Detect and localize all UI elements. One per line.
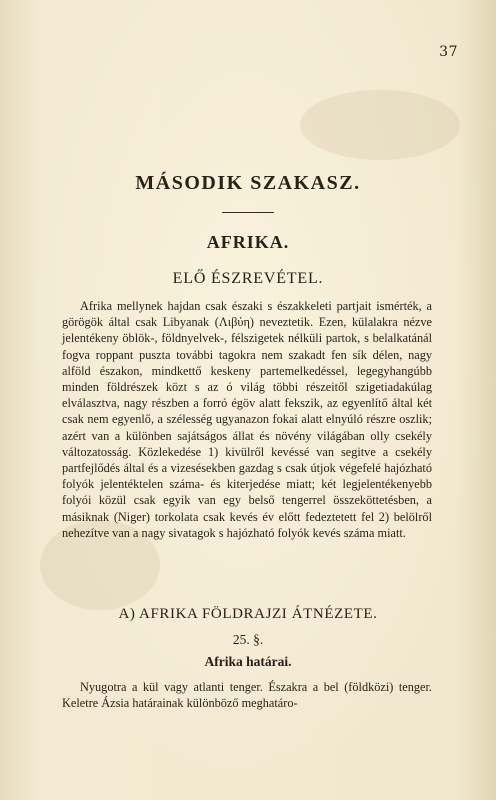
paper-stain <box>300 90 460 160</box>
subsection-title: Afrika határai. <box>204 654 292 669</box>
chapter-title: AFRIKA. <box>206 232 290 252</box>
divider-rule <box>222 212 274 213</box>
paragraph-number: 25. §. <box>232 632 264 647</box>
intro-paragraph: Afrika mellynek hajdan csak északi s északkeleti partjait ismérték, a görögök által csak Libyanak (Λιβύη) neveztetik. Ezen, külalakra nézve jelentékeny öblök-, földnyelvek-, félszigetek nélküli partok, s belalkatánál fogva roppant puszta további tagokra nem szakadt fen sík délen, nagy alföld északon, mindkettő keskeny partemelkedéssel, legegyhangúbb minden földrészek közt s az ó világ többi részeitől szigetiadakúlag elválasztva, nagy részben a forró égöv alatt fekszik, az egyenlítő által két csak nem egyenlő, a szélesség ugyanazon fokai alatt elnyúló részre oszlik; azért van a különben sajátságos állat és növény világában olly csekély változatosság. Közlekedése 1) kivülről kevéssé van segitve a csekély partfejlődés által és a vizesésekben gazdag s csak útjok végefelé hajózható folyók jelentéktelen száma- és kiterjedése miatt; két legjelentékenyebb folyói közül csak egyik van egy belső tengerrel összeköttetésben, a másiknak (Niger) torkolata csak kevés év előtt fedeztetett fel 2) belölről nehezítve van a nagy sivatagok s hajózható folyók kevés száma miatt. <box>62 299 432 540</box>
section-title: MÁSODIK SZAKASZ. <box>135 172 361 194</box>
boundaries-paragraph: Nyugotra a kül vagy atlanti tenger. Északra a bel (földközi) tenger. Keletre Ázsia határainak különböző meghatáro- <box>62 680 432 711</box>
intro-text <box>62 298 432 541</box>
subtitle: ELŐ ÉSZREVÉTEL. <box>172 270 324 287</box>
page-number: 37 <box>439 44 458 60</box>
part-heading: A) AFRIKA FÖLDRAJZI ÁTNÉZETE. <box>118 606 378 622</box>
boundaries-text <box>62 679 432 711</box>
